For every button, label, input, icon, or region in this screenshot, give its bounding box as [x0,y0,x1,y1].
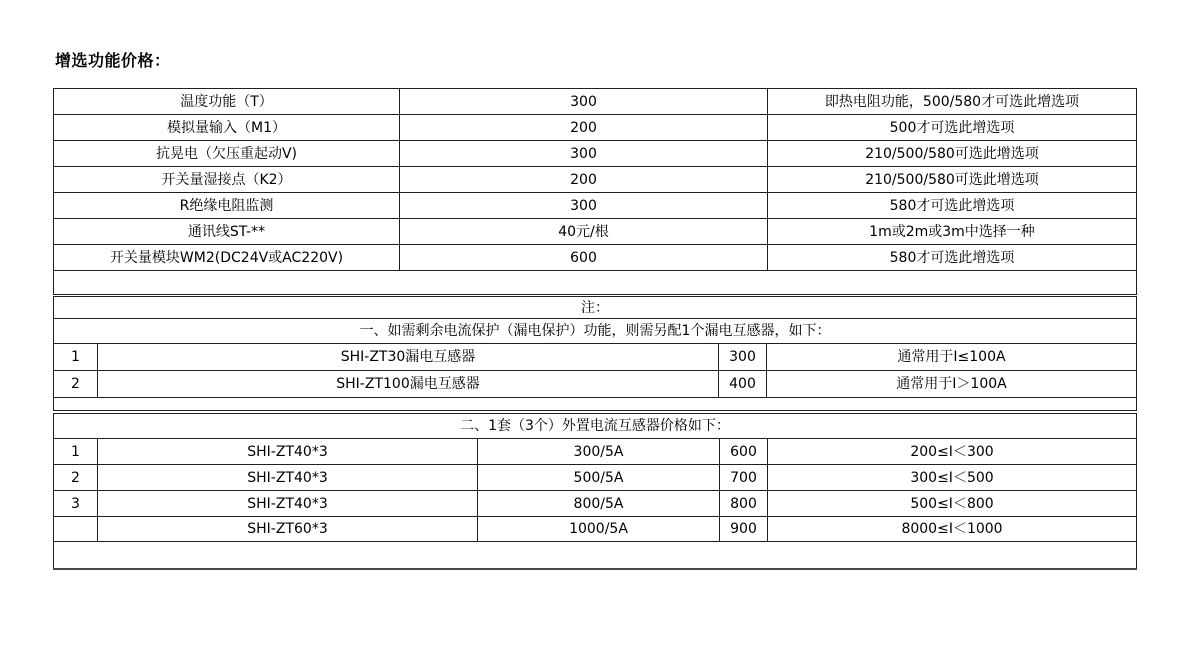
addon-name-cell: 通讯线ST-** [54,219,400,245]
addon-name-cell: 模拟量输入（M1） [54,115,400,141]
product-range-cell: 300≤I＜500 [768,465,1137,491]
empty-cell [54,542,1137,570]
addon-price-cell: 200 [400,115,768,141]
addon-note-cell: 580才可选此增选项 [768,245,1137,271]
section-one-header-row [54,319,1137,344]
table-row [54,219,1137,245]
addon-name-cell: 温度功能（T） [54,89,400,115]
note-label-cell: 注： [54,297,1137,319]
section-two-header-cell: 二、1套（3个）外置电流互感器价格如下： [54,414,1137,439]
product-price-cell: 900 [720,517,768,542]
addon-note-cell: 580才可选此增选项 [768,193,1137,219]
addon-note-cell: 210/500/580可选此增选项 [768,141,1137,167]
product-spec-cell: 800/5A [478,491,720,517]
product-range-cell: 通常用于I≤100A [767,344,1137,371]
table-row [54,344,1137,371]
product-name-cell: SHI-ZT100漏电互感器 [98,371,719,398]
table-row [54,517,1137,542]
empty-cell [54,398,1137,411]
table-row [54,491,1137,517]
row-index-cell: 2 [54,371,98,398]
addon-price-table [53,88,1137,295]
note-section-one-table [53,296,1137,411]
addon-price-cell: 300 [400,141,768,167]
row-index-cell: 3 [54,491,98,517]
product-price-cell: 400 [719,371,767,398]
addon-name-cell: R绝缘电阻监测 [54,193,400,219]
product-spec-cell: 300/5A [478,439,720,465]
product-price-cell: 700 [720,465,768,491]
section-one-header-cell: 一、如需剩余电流保护（漏电保护）功能，则需另配1个漏电互感器，如下： [54,319,1137,344]
addon-name-cell: 抗晃电（欠压重起动V) [54,141,400,167]
table-row [54,465,1137,491]
addon-name-cell: 开关量湿接点（K2） [54,167,400,193]
product-spec-cell: 500/5A [478,465,720,491]
product-spec-cell: 1000/5A [478,517,720,542]
addon-price-cell: 200 [400,167,768,193]
table-row [54,141,1137,167]
addon-price-cell: 300 [400,89,768,115]
product-name-cell: SHI-ZT40*3 [98,439,478,465]
table-row [54,115,1137,141]
table-row [54,193,1137,219]
product-price-cell: 600 [720,439,768,465]
product-name-cell: SHI-ZT60*3 [98,517,478,542]
product-range-cell: 200≤I＜300 [768,439,1137,465]
product-name-cell: SHI-ZT40*3 [98,465,478,491]
empty-row [54,542,1137,570]
section-two-table [53,413,1137,570]
table-row [54,439,1137,465]
addon-name-cell: 开关量模块WM2(DC24V或AC220V) [54,245,400,271]
empty-cell [54,271,1137,295]
addon-price-cell: 600 [400,245,768,271]
table-row [54,89,1137,115]
product-price-cell: 800 [720,491,768,517]
product-name-cell: SHI-ZT40*3 [98,491,478,517]
product-range-cell: 500≤I＜800 [768,491,1137,517]
page-title: 增选功能价格： [55,51,171,70]
table-row [54,167,1137,193]
section-two-header-row [54,414,1137,439]
addon-price-cell: 300 [400,193,768,219]
row-index-cell: 2 [54,465,98,491]
row-index-cell: 1 [54,344,98,371]
product-range-cell: 8000≤I＜1000 [768,517,1137,542]
empty-row [54,271,1137,295]
table-row [54,245,1137,271]
row-index-cell [54,517,98,542]
product-name-cell: SHI-ZT30漏电互感器 [98,344,719,371]
row-index-cell: 1 [54,439,98,465]
note-row [54,297,1137,319]
addon-note-cell: 500才可选此增选项 [768,115,1137,141]
table-row [54,371,1137,398]
addon-note-cell: 1m或2m或3m中选择一种 [768,219,1137,245]
empty-row [54,398,1137,411]
addon-note-cell: 即热电阻功能，500/580才可选此增选项 [768,89,1137,115]
addon-price-cell: 40元/根 [400,219,768,245]
product-range-cell: 通常用于I＞100A [767,371,1137,398]
product-price-cell: 300 [719,344,767,371]
addon-note-cell: 210/500/580可选此增选项 [768,167,1137,193]
